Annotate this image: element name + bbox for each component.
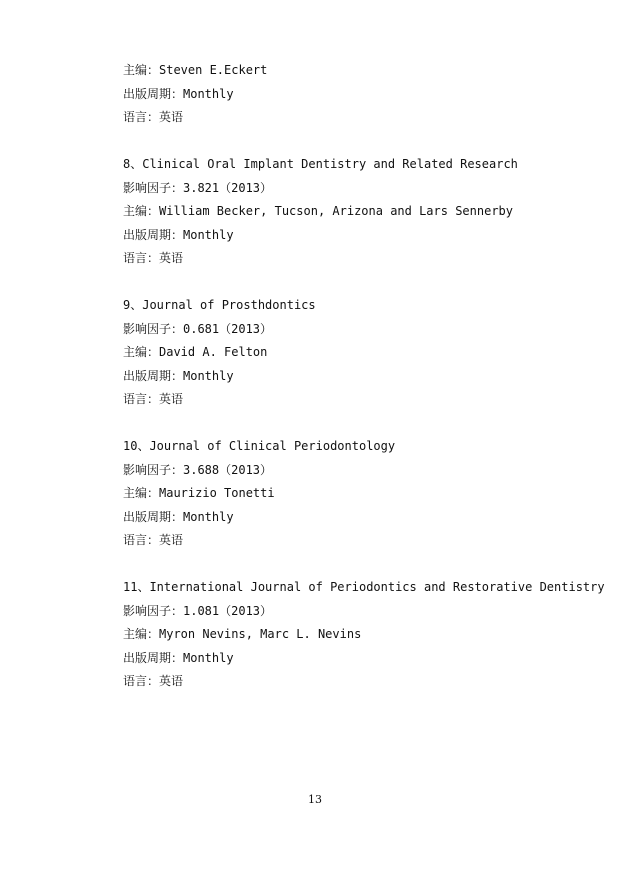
spacer: [123, 272, 583, 296]
journal-entry-8: [123, 154, 583, 272]
page-content: [123, 60, 605, 695]
journal-entry-10: [123, 436, 583, 554]
frequency-line: 出版周期：Monthly: [123, 650, 234, 665]
impact-factor-line: 影响因子：0.681（2013）: [123, 321, 273, 336]
journal-title: 11、International Journal of Periodontics and Restorative Dentistry: [123, 580, 605, 594]
frequency-line: 出版周期：Monthly: [123, 86, 234, 101]
language-line: 语言：英语: [123, 392, 184, 406]
editor-line: 主编：William Becker, Tucson, Arizona and Lars Sennerby: [123, 204, 514, 218]
impact-factor-line: 影响因子：3.688（2013）: [123, 462, 273, 477]
impact-factor-line: 影响因子：1.081（2013）: [123, 603, 273, 618]
editor-line: 主编：David A. Felton: [123, 345, 268, 359]
frequency-line: 出版周期：Monthly: [123, 227, 234, 242]
impact-factor-line: 影响因子：3.821（2013）: [123, 180, 273, 195]
journal-title: 10、Journal of Clinical Periodontology: [123, 439, 396, 453]
page-number: 13: [308, 793, 322, 806]
journal-entry-9: [123, 295, 583, 413]
journal-title: 8、Clinical Oral Implant Dentistry and Related Research: [123, 157, 518, 171]
editor-line: 主编：Steven E.Eckert: [123, 63, 268, 77]
language-line: 语言：英语: [123, 251, 184, 265]
language-line: 语言：英语: [123, 110, 184, 124]
spacer: [123, 131, 583, 155]
editor-line: 主编：Myron Nevins, Marc L. Nevins: [123, 627, 362, 641]
language-line: 语言：英语: [123, 533, 184, 547]
spacer: [123, 554, 583, 578]
journal-entry-11: [123, 577, 605, 695]
spacer: [123, 413, 583, 437]
frequency-line: 出版周期：Monthly: [123, 509, 234, 524]
journal-entry-continued: [123, 60, 583, 131]
journal-title: 9、Journal of Prosthdontics: [123, 298, 316, 312]
editor-line: 主编：Maurizio Tonetti: [123, 486, 275, 500]
frequency-line: 出版周期：Monthly: [123, 368, 234, 383]
language-line: 语言：英语: [123, 674, 184, 688]
